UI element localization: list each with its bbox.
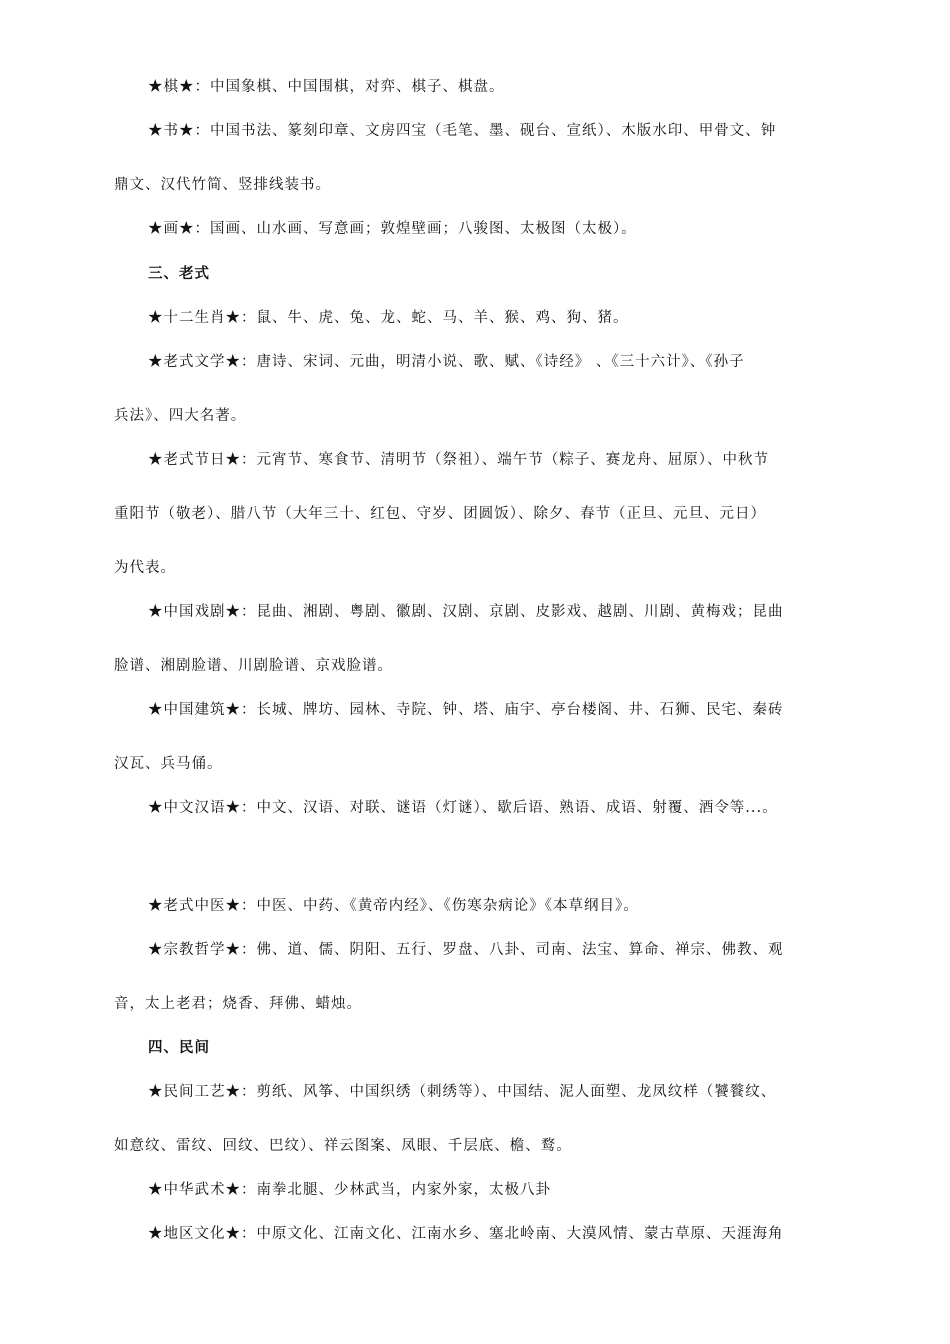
- item-festivals-cont-2: 为代表。: [114, 560, 176, 576]
- item-festivals-cont-1: 重阳节（敬老）、腊八节（大年三十、红包、守岁、团圆饭）、除夕、春节（正旦、元旦、元日）: [114, 506, 766, 522]
- section-heading-4: 四、民间: [148, 1039, 210, 1056]
- item-architecture-cont: 汉瓦、兵马俑。: [114, 756, 223, 772]
- item-folk-crafts-cont: 如意纹、雷纹、回纹、巴纹）、祥云图案、凤眼、千层底、檐、鹜。: [114, 1138, 572, 1154]
- item-calligraphy-cont: 鼎文、汉代竹简、竖排线装书。: [114, 177, 331, 193]
- item-festivals: ★老式节日★：元宵节、寒食节、清明节（祭祖）、端午节（粽子、赛龙舟、屈原）、中秋节: [148, 452, 769, 468]
- item-language: ★中文汉语★：中文、汉语、对联、谜语（灯谜）、歇后语、熟语、成语、射覆、酒令等...。: [148, 800, 778, 816]
- section-heading-3: 三、老式: [148, 265, 210, 282]
- item-medicine: ★老式中医★：中医、中药、《黄帝内经》、《伤寒杂病论》《本草纲目》。: [148, 898, 639, 914]
- item-religion-cont: 音，太上老君；烧香、拜佛、蜡烛。: [114, 996, 362, 1012]
- item-folk-crafts: ★民间工艺★：剪纸、风筝、中国织绣（刺绣等）、中国结、泥人面塑、龙凤纹样（饕餮纹、: [148, 1084, 777, 1100]
- item-chess: ★棋★：中国象棋、中国围棋，对弈、棋子、棋盘。: [148, 79, 505, 95]
- item-calligraphy: ★书★：中国书法、篆刻印章、文房四宝（毛笔、墨、砚台、宣纸）、木版水印、甲骨文、钟: [148, 123, 777, 139]
- item-architecture: ★中国建筑★：长城、牌坊、园林、寺院、钟、塔、庙宇、亭台楼阁、井、石狮、民宅、秦砖: [148, 702, 784, 718]
- item-regional-culture: ★地区文化★：中原文化、江南文化、江南水乡、塞北岭南、大漠风情、蒙古草原、天涯海角: [148, 1226, 784, 1242]
- item-opera: ★中国戏剧★：昆曲、湘剧、粤剧、徽剧、汉剧、京剧、皮影戏、越剧、川剧、黄梅戏；昆曲: [148, 604, 784, 620]
- item-literature-cont: 兵法》、四大名著。: [114, 408, 247, 424]
- item-painting: ★画★：国画、山水画、写意画；敦煌壁画；八骏图、太极图（太极）。: [148, 221, 637, 237]
- item-martial-arts: ★中华武术★：南拳北腿、少林武当，内家外家，太极八卦: [148, 1182, 551, 1198]
- item-zodiac: ★十二生肖★：鼠、牛、虎、兔、龙、蛇、马、羊、猴、鸡、狗、猪。: [148, 310, 629, 326]
- item-opera-cont: 脸谱、湘剧脸谱、川剧脸谱、京戏脸谱。: [114, 658, 393, 674]
- item-literature: ★老式文学★：唐诗、宋词、元曲，明清小说、歌、赋、《诗经》 、《三十六计》、《孙子: [148, 354, 745, 370]
- item-religion: ★宗教哲学★：佛、道、儒、阴阳、五行、罗盘、八卦、司南、法宝、算命、禅宗、佛教、观: [148, 942, 784, 958]
